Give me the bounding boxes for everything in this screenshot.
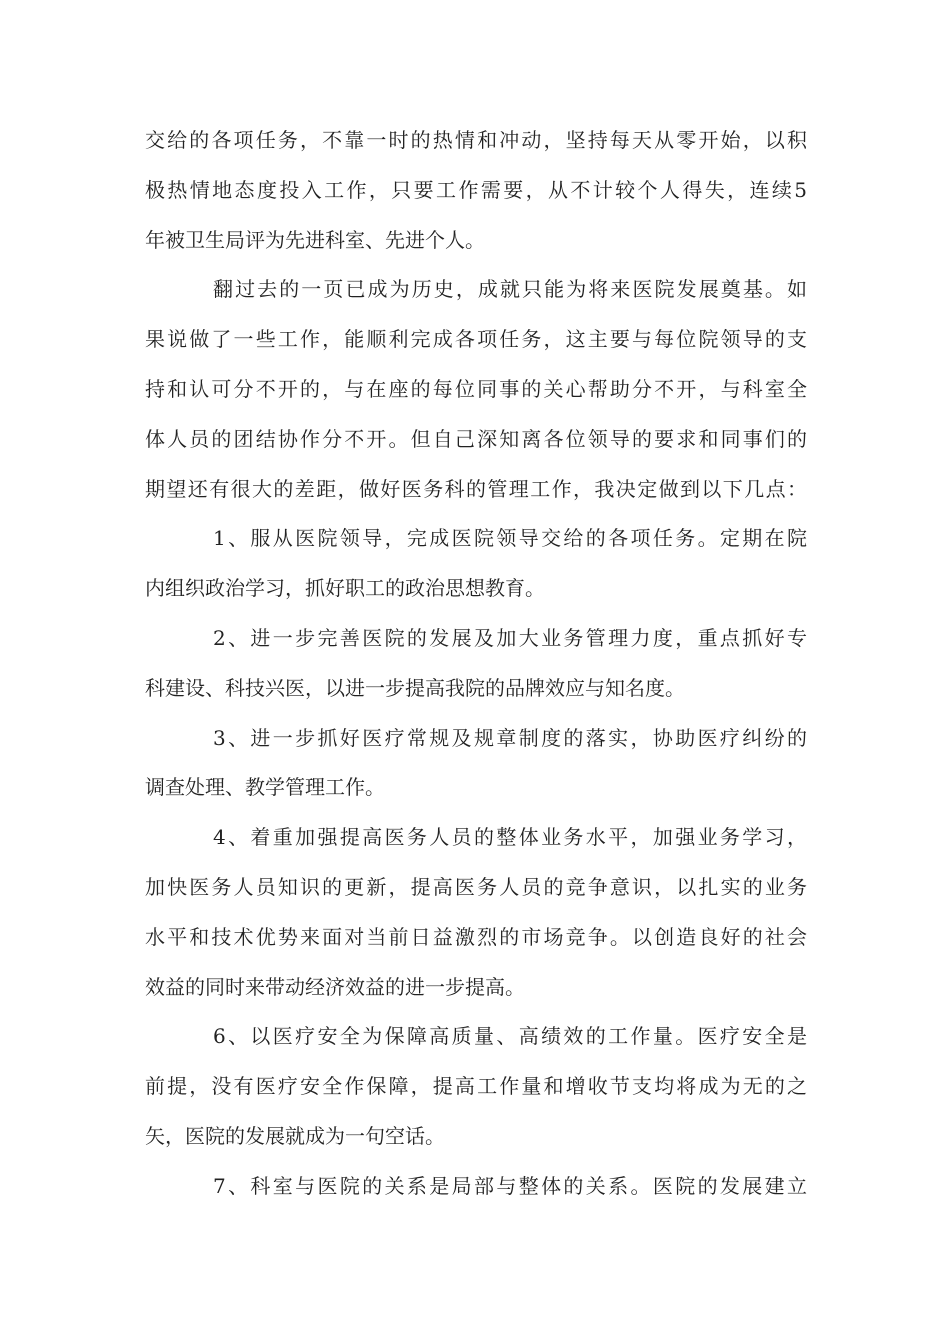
- text-line: 矢，医院的发展就成为一句空话。: [145, 1123, 445, 1148]
- text-line: 果说做了一些工作，能顺利完成各项任务，这主要与每位院领导的支: [145, 327, 807, 352]
- text-line: 极热情地态度投入工作，只要工作需要，从不计较个人得失，连续5: [145, 177, 807, 202]
- text-line: 效益的同时来带动经济效益的进一步提高。: [145, 974, 525, 999]
- list-item-7-first-line: 7、科室与医院的关系是局部与整体的关系。医院的发展建立: [213, 1173, 807, 1198]
- text-line: 前提，没有医疗安全作保障，提高工作量和增收节支均将成为无的之: [145, 1074, 807, 1099]
- list-item-4-first-line: 4、着重加强提高医务人员的整体业务水平，加强业务学习，: [213, 825, 807, 850]
- paragraph-first-line: 翻过去的一页已成为历史，成就只能为将来医院发展奠基。如: [213, 277, 807, 302]
- text-line: 年被卫生局评为先进科室、先进个人。: [145, 227, 485, 252]
- list-item-3-first-line: 3、进一步抓好医疗常规及规章制度的落实，协助医疗纠纷的: [213, 725, 807, 750]
- text-line: 内组织政治学习，抓好职工的政治思想教育。: [145, 576, 545, 601]
- list-item-2-first-line: 2、进一步完善医院的发展及加大业务管理力度，重点抓好专: [213, 625, 807, 650]
- list-item-1-first-line: 1、服从医院领导，完成医院领导交给的各项任务。定期在院: [213, 526, 807, 551]
- text-line: 加快医务人员知识的更新，提高医务人员的竞争意识，以扎实的业务: [145, 874, 807, 899]
- text-line: 持和认可分不开的，与在座的每位同事的关心帮助分不开，与科室全: [145, 376, 807, 401]
- text-line: 水平和技术优势来面对当前日益激烈的市场竞争。以创造良好的社会: [145, 924, 807, 949]
- text-line: 交给的各项任务，不靠一时的热情和冲动，坚持每天从零开始，以积: [145, 128, 807, 152]
- text-line: 调查处理、教学管理工作。: [145, 775, 385, 800]
- text-line: 科建设、科技兴医，以进一步提高我院的品牌效应与知名度。: [145, 675, 685, 700]
- text-line: 期望还有很大的差距，做好医务科的管理工作，我决定做到以下几点：: [145, 476, 807, 501]
- document-body: [145, 116, 807, 1212]
- text-line: 体人员的团结协作分不开。但自己深知离各位领导的要求和同事们的: [145, 426, 807, 451]
- list-item-6-first-line: 6、以医疗安全为保障高质量、高绩效的工作量。医疗安全是: [213, 1024, 807, 1049]
